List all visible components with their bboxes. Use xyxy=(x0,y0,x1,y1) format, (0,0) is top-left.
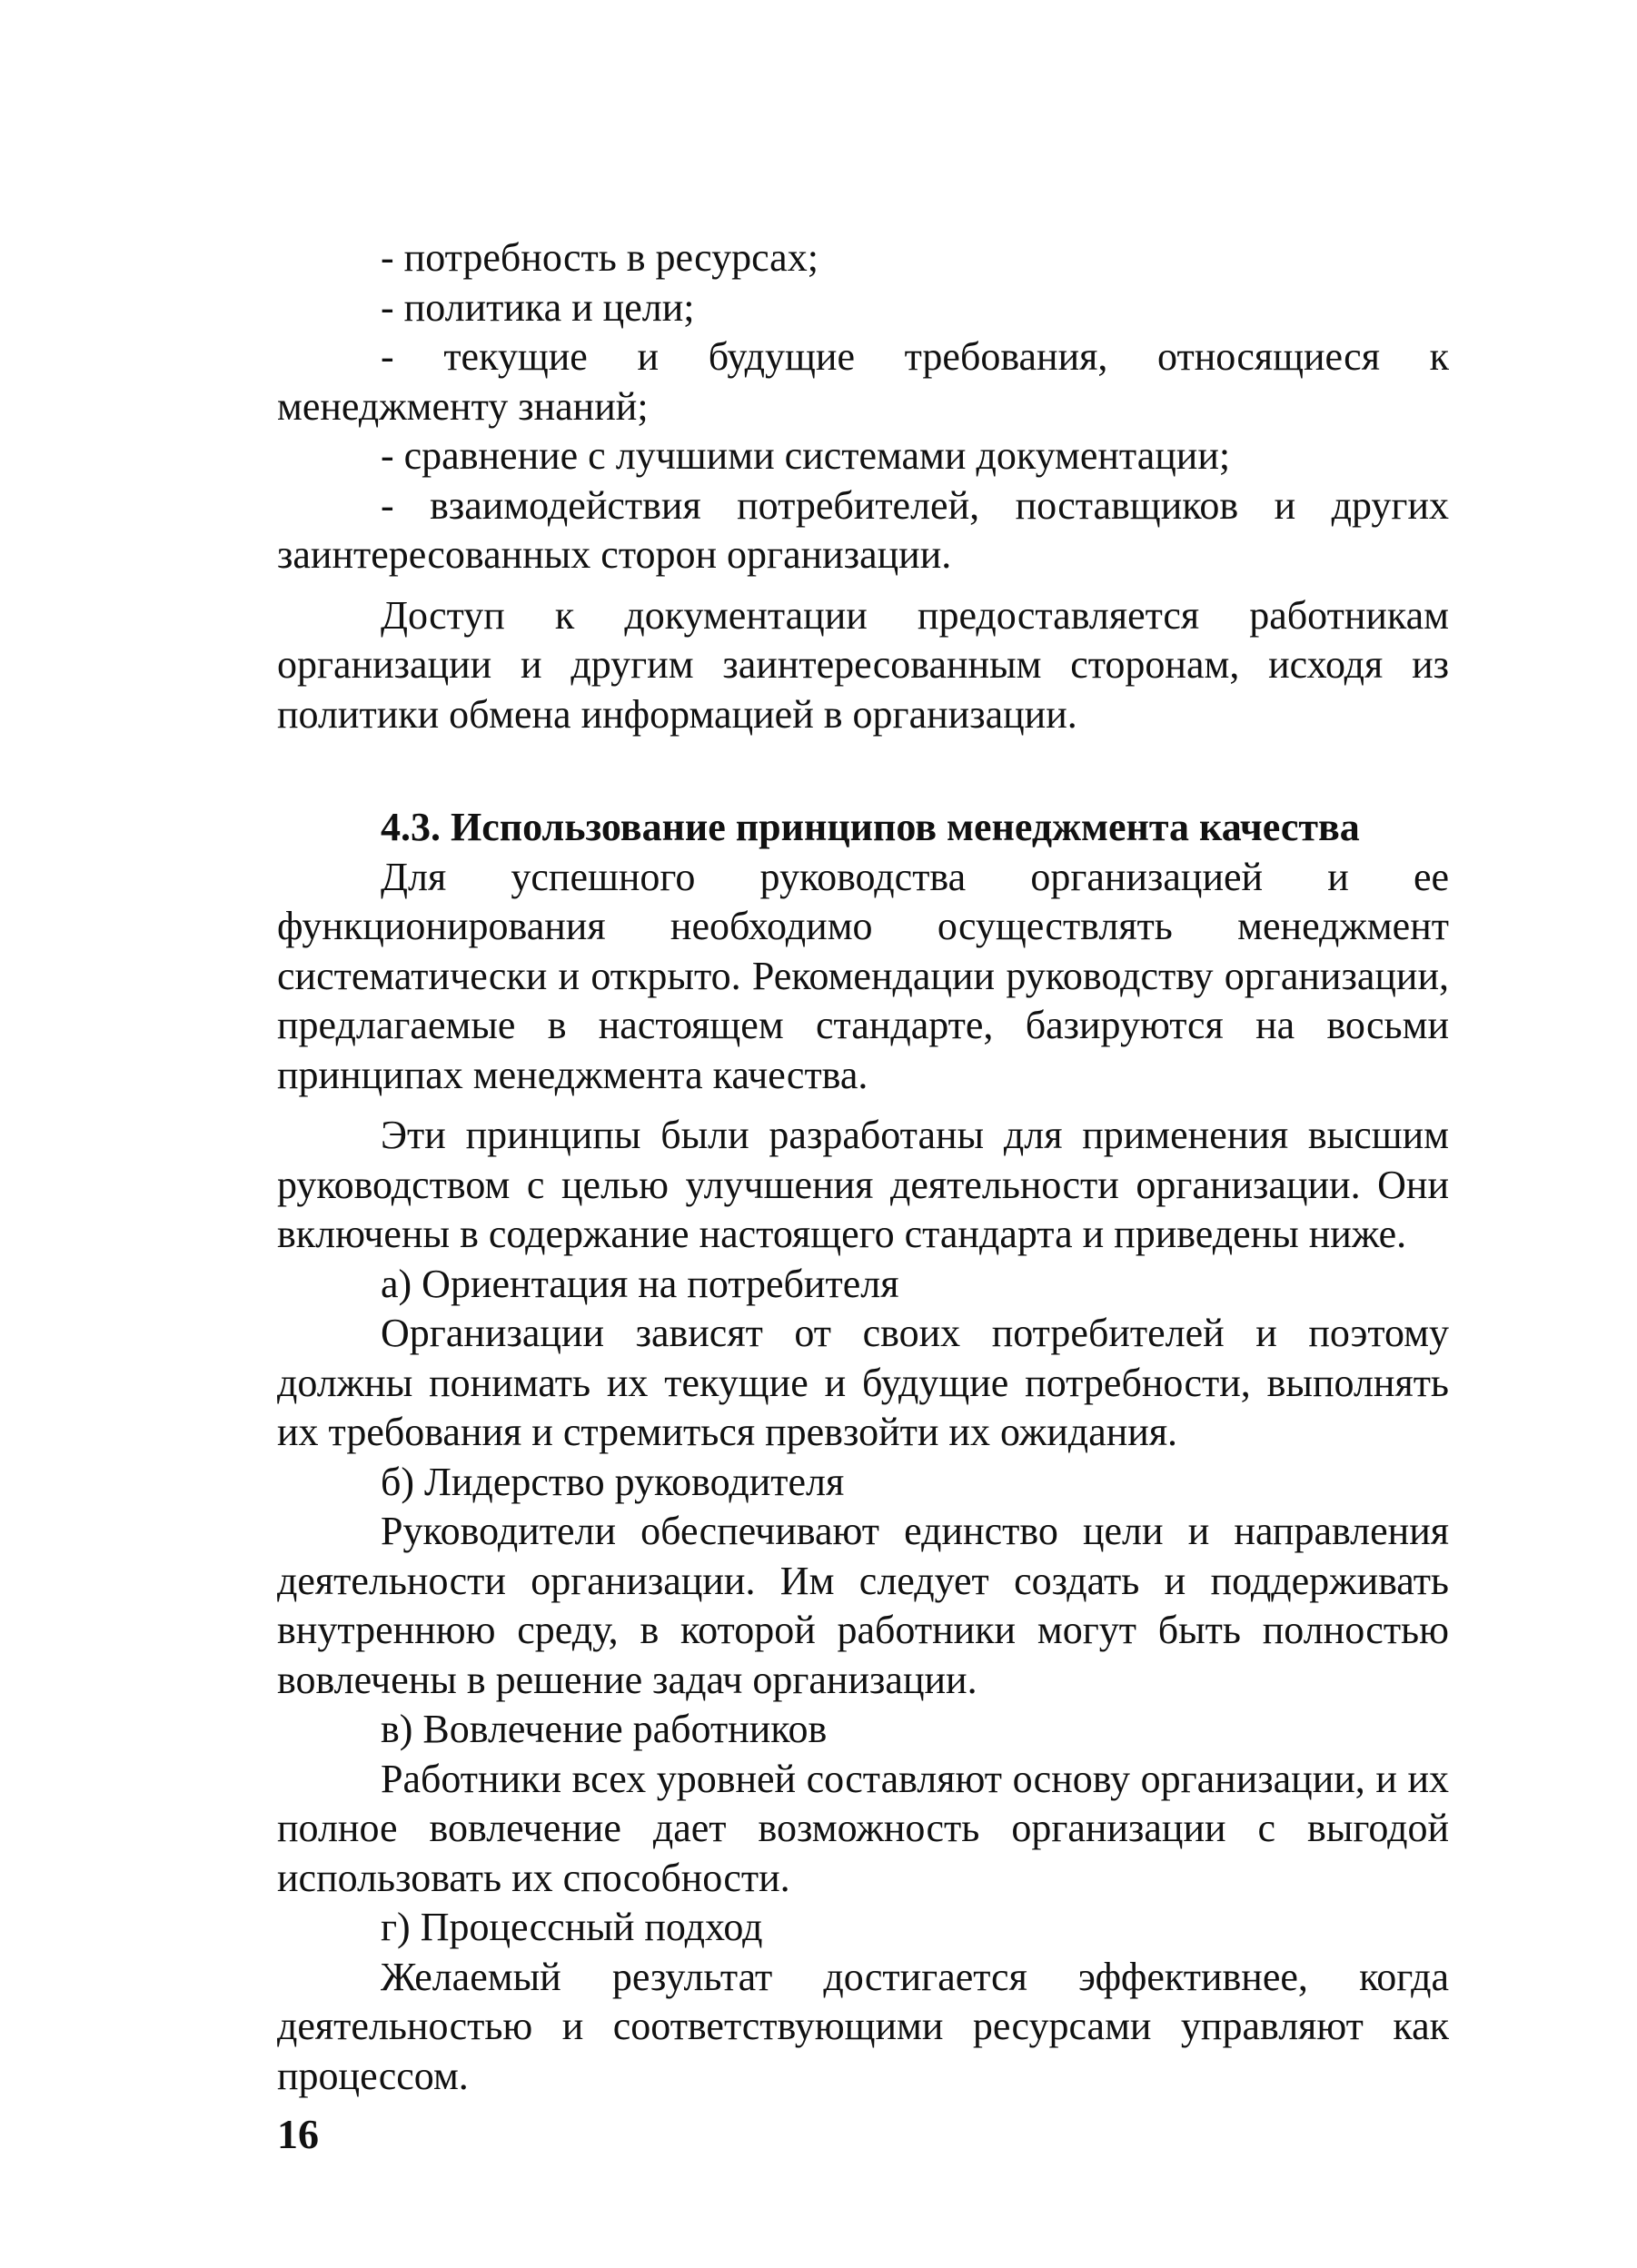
paragraph-customer-focus: Организации зависят от своих потребителей и поэтому должны понимать их текущие и будущие потребности, выполнять их требования и стремиться превзойти их ожидания. xyxy=(277,1311,1449,1454)
paragraph-process-approach: Желаемый результат достигается эффективнее, когда деятельностью и соответствующими ресурсами управляют как процессом. xyxy=(277,1954,1449,2098)
list-item-interactions: - взаимодействия потребителей, поставщиков и других заинтересованных сторон организации. xyxy=(277,482,1449,577)
paragraph-quality-principles-intro: Для успешного руководства организацией и ее функционирования необходимо осуществлять менеджмент систематически и открыто. Рекомендации руководству организации, предлагаемые в настоящем стандарте, базируются на восьми принципах менеджмента качества. xyxy=(277,854,1449,1097)
list-item-resources: - потребность в ресурсах; xyxy=(381,235,818,280)
list-item-comparison: - сравнение с лучшими системами документации; xyxy=(381,433,1231,478)
list-item-policy: - политика и цели; xyxy=(381,284,695,330)
page-body xyxy=(277,233,1449,2101)
page-number: 16 xyxy=(277,2111,319,2157)
principle-heading-customer-focus: а) Ориентация на потребителя xyxy=(381,1261,899,1306)
paragraph-principles-purpose: Эти принципы были разработаны для применения высшим руководством с целью улучшения деятельности организации. Они включены в содержание настоящего стандарта и приведены ниже. xyxy=(277,1113,1449,1256)
section-heading: 4.3. Использование принципов менеджмента качества xyxy=(381,805,1360,849)
paragraph-leadership: Руководители обеспечивают единство цели и направления деятельности организации. Им следует создать и поддерживать внутреннюю среду, в которой работники могут быть полностью вовлечены в решение задач организации. xyxy=(277,1509,1449,1702)
principle-heading-leadership: б) Лидерство руководителя xyxy=(381,1459,845,1504)
principle-heading-process-approach: г) Процессный подход xyxy=(381,1905,763,1949)
principle-heading-involvement: в) Вовлечение работников xyxy=(381,1707,828,1751)
list-item-requirements: - текущие и будущие требования, относящиеся к менеджменту знаний; xyxy=(277,334,1449,429)
paragraph-documentation-access: Доступ к документации предоставляется работникам организации и другим заинтересованным сторонам, исходя из политики обмена информацией в организации. xyxy=(277,592,1449,737)
paragraph-involvement: Работники всех уровней составляют основу организации, и их полное вовлечение дает возможность организации с выгодой использовать их способности. xyxy=(277,1756,1449,1900)
